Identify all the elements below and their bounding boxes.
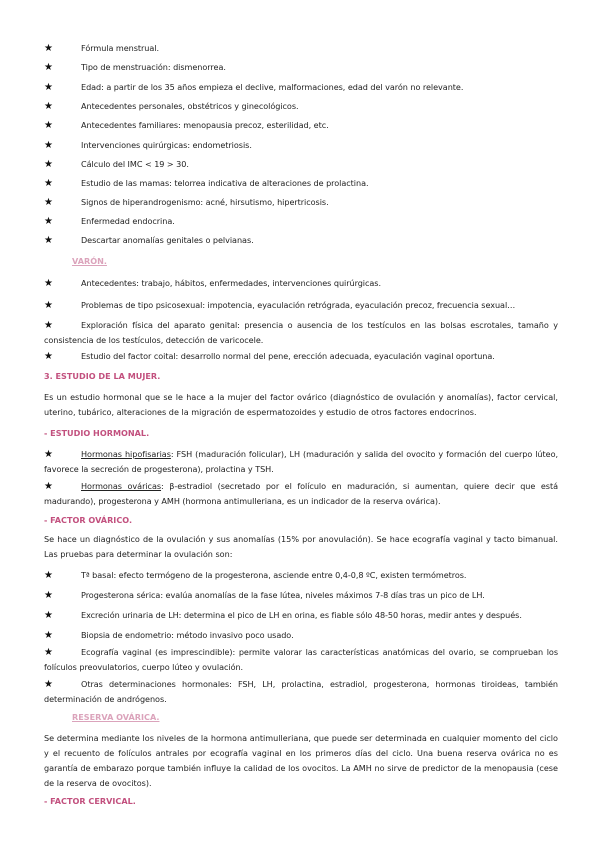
list-item: ★ Otras determinaciones hormonales: FSH, LH, prolactina, estradiol, progesterona, hormonas tiroideas, también determinación de andrógenos.	[44, 679, 558, 704]
list-item: ★ Tipo de menstruación: dismenorrea.	[44, 62, 226, 73]
star-bullet-icon: ★	[44, 120, 53, 131]
list-item: ★ Antecedentes familiares: menopausia precoz, esterilidad, etc.	[44, 120, 329, 131]
star-bullet-icon: ★	[44, 590, 53, 601]
star-bullet-icon: ★	[44, 62, 53, 73]
star-bullet-icon: ★	[44, 610, 53, 621]
subheading-reserva-ovarica: RESERVA OVÁRICA.	[72, 712, 160, 722]
star-bullet-icon: ★	[44, 140, 53, 151]
star-bullet-icon: ★	[44, 278, 53, 289]
paragraph: Se hace un diagnóstico de la ovulación y sus anomalías (15% por anovulación). Se hace ecografía vaginal y tacto bimanual. Las pruebas para determinar la ovulación son:	[44, 534, 558, 559]
list-item: ★ Excreción urinaria de LH: determina el pico de LH en orina, es fiable sólo 48-50 horas, medir antes y después.	[44, 610, 522, 621]
star-bullet-icon: ★	[44, 320, 53, 331]
section-heading-estudio-hormonal: - ESTUDIO HORMONAL.	[44, 428, 150, 438]
section-heading-factor-cervical: - FACTOR CERVICAL.	[44, 796, 136, 806]
star-bullet-icon: ★	[44, 679, 53, 690]
list-item: ★ Antecedentes personales, obstétricos y ginecológicos.	[44, 101, 299, 112]
underlined-label: Hormonas ováricas	[81, 481, 162, 491]
list-item: ★ Hormonas hipofisarias: FSH (maduración folicular), LH (maduración y salida del ovocito y formación del cuerpo lúteo, favorece la secreción de progesterona), prolactina y TSH.	[44, 449, 558, 474]
star-bullet-icon: ★	[44, 178, 53, 189]
list-item: ★ Cálculo del IMC < 19 > 30.	[44, 159, 189, 170]
list-item: ★ Tª basal: efecto termógeno de la progesterona, asciende entre 0,4-0,8 ºC, existen termómetros.	[44, 570, 467, 581]
star-bullet-icon: ★	[44, 481, 53, 492]
star-bullet-icon: ★	[44, 159, 53, 170]
star-bullet-icon: ★	[44, 235, 53, 246]
star-bullet-icon: ★	[44, 82, 53, 93]
list-item: ★ Exploración física del aparato genital: presencia o ausencia de los testículos en las bolsas escrotales, tamaño y consistencia de los testículos, detección de varicocele.	[44, 320, 558, 345]
list-item: ★ Signos de hiperandrogenismo: acné, hirsutismo, hipertricosis.	[44, 197, 329, 208]
list-item: ★ Ecografía vaginal (es imprescindible): permite valorar las características anatómicas del ovario, se comprueban los folículos preovulatorios, cuerpo lúteo y ovulación.	[44, 647, 558, 672]
list-item: ★ Hormonas ováricas: β-estradiol (secretado por el folículo en maduración, si aumentan, quiere decir que está madurando), progesterona y AMH (hormona antimulleriana, es un indicador de la reserva ovárica).	[44, 481, 558, 506]
list-item: ★ Edad: a partir de los 35 años empieza el declive, malformaciones, edad del varón no relevante.	[44, 82, 464, 93]
star-bullet-icon: ★	[44, 43, 53, 54]
section-heading-factor-ovarico: - FACTOR OVÁRICO.	[44, 515, 133, 525]
star-bullet-icon: ★	[44, 216, 53, 227]
star-bullet-icon: ★	[44, 570, 53, 581]
list-item: ★ Problemas de tipo psicosexual: impotencia, eyaculación retrógrada, eyaculación precoz, frecuencia sexual…	[44, 300, 516, 311]
underlined-label: Hormonas hipofisarias	[81, 449, 171, 459]
section-heading-estudio-mujer: 3. ESTUDIO DE LA MUJER.	[44, 371, 161, 381]
list-item: ★ Biopsia de endometrio: método invasivo poco usado.	[44, 630, 294, 641]
paragraph: Se determina mediante los niveles de la hormona antimulleriana, que puede ser determinada en cualquier momento del ciclo y el recuento de folículos antrales por ecografía vaginal en los primeros días del ciclo. Una buena reserva ovárica no es garantía de embarazo porque también influye la calidad de los ovocitos. La AMH no sirve de predictor de la menopausia (cese de la reserva de ovocitos).	[44, 733, 558, 788]
list-item: ★ Enfermedad endocrina.	[44, 216, 175, 227]
paragraph: Es un estudio hormonal que se le hace a la mujer del factor ovárico (diagnóstico de ovulación y anomalías), factor cervical, uterino, tubárico, alteraciones de la migración de espermatozoides y estudio de otros factores endocrinos.	[44, 392, 558, 417]
star-bullet-icon: ★	[44, 449, 53, 460]
star-bullet-icon: ★	[44, 197, 53, 208]
list-item: ★ Progesterona sérica: evalúa anomalías de la fase lútea, niveles máximos 7-8 días tras un pico de LH.	[44, 590, 485, 601]
subheading-varon: VARÓN.	[72, 256, 107, 266]
list-item: ★ Descartar anomalías genitales o pelvianas.	[44, 235, 254, 246]
star-bullet-icon: ★	[44, 647, 53, 658]
list-item: ★ Antecedentes: trabajo, hábitos, enfermedades, intervenciones quirúrgicas.	[44, 278, 382, 289]
list-item: ★ Intervenciones quirúrgicas: endometriosis.	[44, 140, 252, 151]
list-item: ★ Estudio de las mamas: telorrea indicativa de alteraciones de prolactina.	[44, 178, 369, 189]
star-bullet-icon: ★	[44, 101, 53, 112]
star-bullet-icon: ★	[44, 300, 53, 311]
star-bullet-icon: ★	[44, 351, 53, 362]
star-bullet-icon: ★	[44, 630, 53, 641]
list-item: ★ Fórmula menstrual.	[44, 43, 160, 54]
list-item: ★ Estudio del factor coital: desarrollo normal del pene, erección adecuada, eyaculación vaginal oportuna.	[44, 351, 495, 362]
